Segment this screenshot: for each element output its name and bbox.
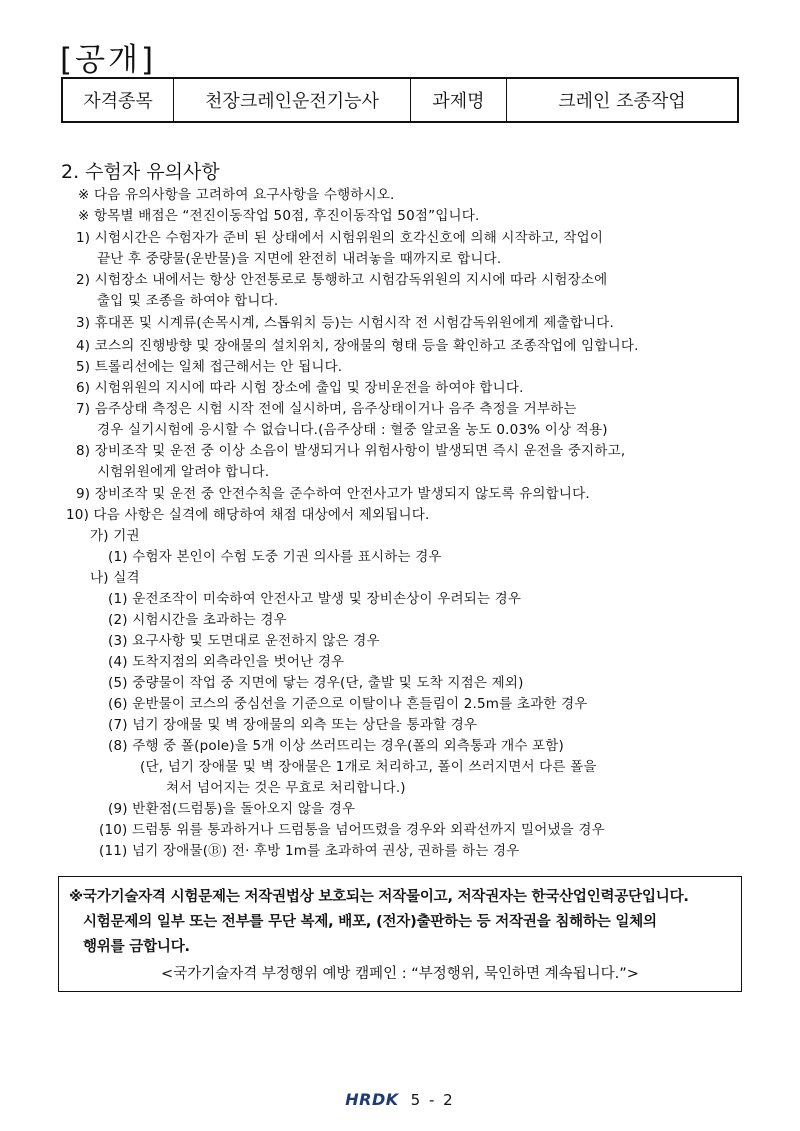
copyright-notice-line: 행위를 금합니다. [83, 939, 190, 955]
list-item: 2) 시험장소 내에서는 항상 안전통로로 통행하고 시험감독위원의 지시에 따라 시험장소에 [76, 272, 608, 288]
page-number: 5 - 2 [410, 1090, 455, 1109]
campaign-text: <국가기술자격 부정행위 예방 캠페인 : “부정행위, 묵인하면 계속됩니다.”> [161, 966, 639, 982]
task-label: 과제명 [411, 79, 507, 121]
subsection-heading: 나) 실격 [90, 570, 140, 586]
sub-list-item: (3) 요구사항 및 도면대로 운전하지 않은 경우 [108, 633, 380, 649]
list-item: 9) 장비조작 및 운전 중 안전수칙을 준수하여 안전사고가 발생되지 않도록 유의합니다. [76, 486, 590, 502]
list-item-continued: 시험위원에게 알려야 합니다. [97, 464, 270, 480]
section-title: 2. 수험자 유의사항 [61, 161, 220, 183]
note-line: ※ 항목별 배점은 “전진이동작업 50점, 후진이동작업 50점”입니다. [78, 208, 480, 224]
info-table [61, 77, 739, 123]
qualification-value: 천장크레인운전기능사 [174, 79, 411, 121]
list-item: 10) 다음 사항은 실격에 해당하여 채점 대상에서 제외됩니다. [66, 507, 430, 523]
list-item: 6) 시험위원의 지시에 따라 시험 장소에 출입 및 장비운전을 하여야 합니다. [76, 380, 524, 396]
task-value: 크레인 조종작업 [558, 91, 686, 112]
sub-list-item: (1) 운전조작이 미숙하여 안전사고 발생 및 장비손상이 우려되는 경우 [108, 591, 522, 607]
list-item: 7) 음주상태 측정은 시험 시작 전에 실시하며, 음주상태이거나 음주 측정을 거부하는 [76, 401, 577, 417]
page-footer [0, 1090, 800, 1109]
sub-list-item: (8) 주행 중 폴(pole)을 5개 이상 쓰러뜨리는 경우(폴의 외측통과 개수 포함) [108, 738, 565, 754]
sub-list-item: (4) 도착지점의 외측라인을 벗어난 경우 [108, 654, 345, 670]
list-item: 4) 코스의 진행방향 및 장애물의 설치위치, 장애물의 형태 등을 확인하고 조종작업에 임합니다. [76, 338, 639, 354]
list-item-continued: 끝난 후 중량물(운반물)을 지면에 완전히 내려놓을 때까지로 합니다. [97, 251, 502, 267]
sub-list-item: (9) 반환점(드럼통)을 돌아오지 않을 경우 [108, 801, 356, 817]
hrdk-logo: HRDK [345, 1090, 399, 1109]
qualification-label: 자격종목 [63, 79, 174, 121]
list-item: 1) 시험시간은 수험자가 준비 된 상태에서 시험위원의 호각신호에 의해 시작하고, 작업이 [76, 230, 604, 246]
list-item-continued: 경우 실기시험에 응시할 수 없습니다.(음주상태 : 혈중 알코올 농도 0.03% 이상 적용) [97, 422, 608, 438]
sub-list-item: (2) 시험시간을 초과하는 경우 [108, 612, 287, 628]
sub-list-item-note: (단, 넘기 장애물 및 벽 장애물은 1개로 처리하고, 폴이 쓰러지면서 다른 폴을 [140, 759, 597, 775]
copyright-notice-box [58, 876, 742, 992]
sub-list-item: (7) 넘기 장애물 및 벽 장애물의 외측 또는 상단을 통과할 경우 [108, 717, 478, 733]
list-item-continued: 출입 및 조종을 하여야 합니다. [97, 293, 279, 309]
subsection-heading: 가) 기권 [90, 528, 140, 544]
sub-list-item-note: 쳐서 넘어지는 것은 무효로 처리합니다.) [166, 780, 406, 796]
list-item: 8) 장비조작 및 운전 중 이상 소음이 발생되거나 위험사항이 발생되면 즉시 운전을 중지하고, [76, 443, 626, 459]
sub-list-item: (5) 중량물이 작업 중 지면에 닿는 경우(단, 출발 및 도착 지점은 제외) [108, 675, 524, 691]
note-line: ※ 다음 유의사항을 고려하여 요구사항을 수행하시오. [78, 187, 395, 203]
copyright-notice-line: ※국가기술자격 시험문제는 저작권법상 보호되는 저작물이고, 저작권자는 한국산업인력공단입니다. [69, 889, 689, 905]
sub-list-item: (1) 수험자 본인이 수험 도중 기권 의사를 표시하는 경우 [108, 549, 442, 565]
sub-list-item: (10) 드럼통 위를 통과하거나 드럼통을 넘어뜨렸을 경우와 외곽선까지 밀어냈을 경우 [99, 822, 605, 838]
list-item: 5) 트롤리선에는 일체 접근해서는 안 됩니다. [76, 359, 343, 375]
public-label: [공개] [60, 42, 157, 78]
sub-list-item: (6) 운반물이 코스의 중심선을 기준으로 이탈이나 흔들림이 2.5m를 초과한 경우 [108, 696, 588, 712]
list-item: 3) 휴대폰 및 시계류(손목시계, 스톱워치 등)는 시험시작 전 시험감독위원에게 제출합니다. [76, 315, 615, 331]
sub-list-item: (11) 넘기 장애물(Ⓑ) 전· 후방 1m를 초과하여 권상, 권하를 하는 경우 [99, 843, 520, 859]
copyright-notice-line: 시험문제의 일부 또는 전부를 무단 복제, 배포, (전자)출판하는 등 저작권을 침해하는 일체의 [83, 914, 657, 930]
